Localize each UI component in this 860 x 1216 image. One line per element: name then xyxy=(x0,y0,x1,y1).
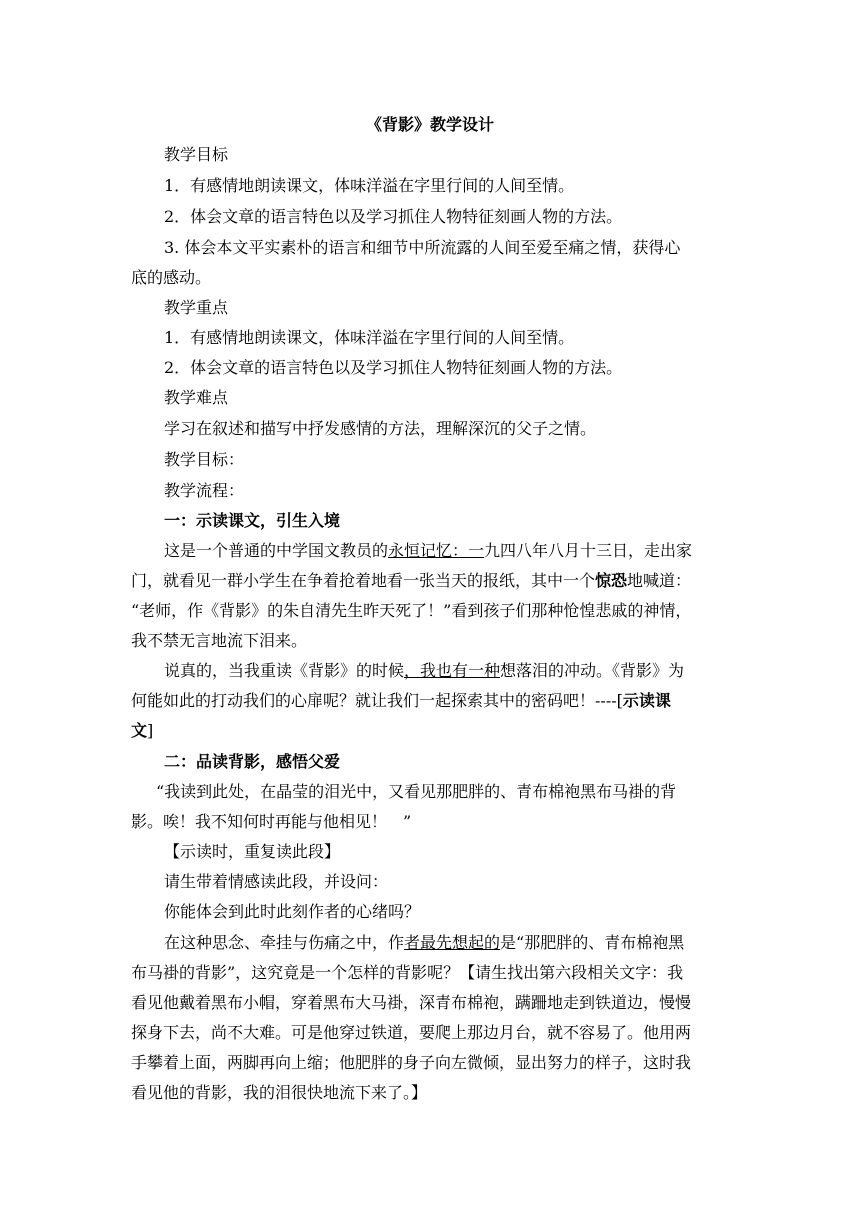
section-heading-key: 教学重点 xyxy=(164,298,229,317)
key-item-1: 1．有感情地朗读课文，体味洋溢在字里行间的人间至情。 xyxy=(164,328,575,347)
doc-title: 《背影》教学设计 xyxy=(365,115,494,134)
para1-line1 xyxy=(164,539,734,563)
part-heading-2: 二：品读背影，感悟父爱 xyxy=(164,752,341,771)
para3-line4: 探身下去，尚不大难。可是他穿过铁道，要爬上那边月台，就不容易了。他用两 xyxy=(131,1023,692,1042)
bold-text: 文 xyxy=(131,721,148,740)
para2-line2 xyxy=(131,689,731,713)
text-run: 地喊道： xyxy=(627,571,692,590)
text-run: ] xyxy=(147,721,154,740)
underlined-text: 者最先想起的 xyxy=(404,933,501,952)
para3-line3: 看见他戴着黑布小帽，穿着黑布大马褂，深青布棉袍，蹒跚地走到铁道边，慢慢 xyxy=(131,993,692,1012)
bold-text: 惊恐 xyxy=(595,571,628,590)
difficulty-item-1: 学习在叙述和描写中抒发感情的方法，理解深沉的父子之情。 xyxy=(164,419,597,438)
question-prompt: 请生带着情感读此段，并设问： xyxy=(164,872,389,891)
para3-line2: 布马褂的背影”，这究竟是一个怎样的背影呢？【请生找出第六段相关文字：我 xyxy=(131,963,684,982)
part-heading-1: 一：示读课文，引生入境 xyxy=(164,511,341,530)
underlined-text: ，我也有一种 xyxy=(404,661,501,680)
text-run: 在这种思念、牵挂与伤痛之中，作 xyxy=(164,933,405,952)
para2-line3 xyxy=(131,719,731,743)
para2-line1 xyxy=(164,659,734,683)
para1-line3: “老师，作《背影》的朱自清先生昨天死了！”看到孩子们那种怆惶悲戚的神情， xyxy=(131,601,692,620)
text-run: 何能如此的打动我们的心扉呢？就让我们一起探索其中的密码吧！----[ xyxy=(131,691,623,710)
quote-line2: 影。唉！我不知何时再能与他相见！ ” xyxy=(131,812,412,831)
section-heading-goals-2: 教学目标： xyxy=(164,450,245,469)
para1-line2 xyxy=(131,569,731,593)
bold-text: 示读课 xyxy=(622,691,671,710)
section-heading-goals: 教学目标 xyxy=(164,145,229,164)
question-text: 你能体会到此时此刻作者的心绪吗？ xyxy=(164,902,421,921)
section-heading-flow: 教学流程： xyxy=(164,481,245,500)
text-run: 这是一个普通的中学国文教员的 xyxy=(164,541,389,560)
text-run: 是“那肥胖的、青布棉袍黑 xyxy=(500,933,685,952)
goal-item-3-line1: 3. 体会本文平实素朴的语言和细节中所流露的人间至爱至痛之情，获得心 xyxy=(164,238,681,257)
section-heading-difficulty: 教学难点 xyxy=(164,388,229,407)
text-run: 九四八年八月十三日，走出家 xyxy=(484,541,693,560)
text-run: 说真的，当我重读《背影》的时候 xyxy=(164,661,405,680)
reading-note: 【示读时，重复读此段】 xyxy=(164,842,341,861)
text-run: 想落泪的冲动。《背影》为 xyxy=(500,661,685,680)
key-item-2: 2．体会文章的语言特色以及学习抓住人物特征刻画人物的方法。 xyxy=(164,358,623,377)
para1-line4: 我不禁无言地流下泪来。 xyxy=(131,631,308,650)
goal-item-3-line2: 底的感动。 xyxy=(131,268,212,287)
text-run: 门，就看见一群小学生在争着抢着地看一张当天的报纸，其中一个 xyxy=(131,571,596,590)
para3-line5: 手攀着上面，两脚再向上缩；他肥胖的身子向左微倾，显出努力的样子，这时我 xyxy=(131,1053,692,1072)
goal-item-2: 2．体会文章的语言特色以及学习抓住人物特征刻画人物的方法。 xyxy=(164,207,623,226)
goal-item-1: 1．有感情地朗读课文，体味洋溢在字里行间的人间至情。 xyxy=(164,176,575,195)
underlined-text: 永恒记忆：一 xyxy=(388,541,485,560)
para3-line6: 看见他的背影，我的泪很快地流下来了。】 xyxy=(131,1083,428,1102)
quote-line1: “我读到此处，在晶莹的泪光中，又看见那肥胖的、青布棉袍黑布马褂的背 xyxy=(156,782,677,801)
para3-line1 xyxy=(164,931,734,955)
